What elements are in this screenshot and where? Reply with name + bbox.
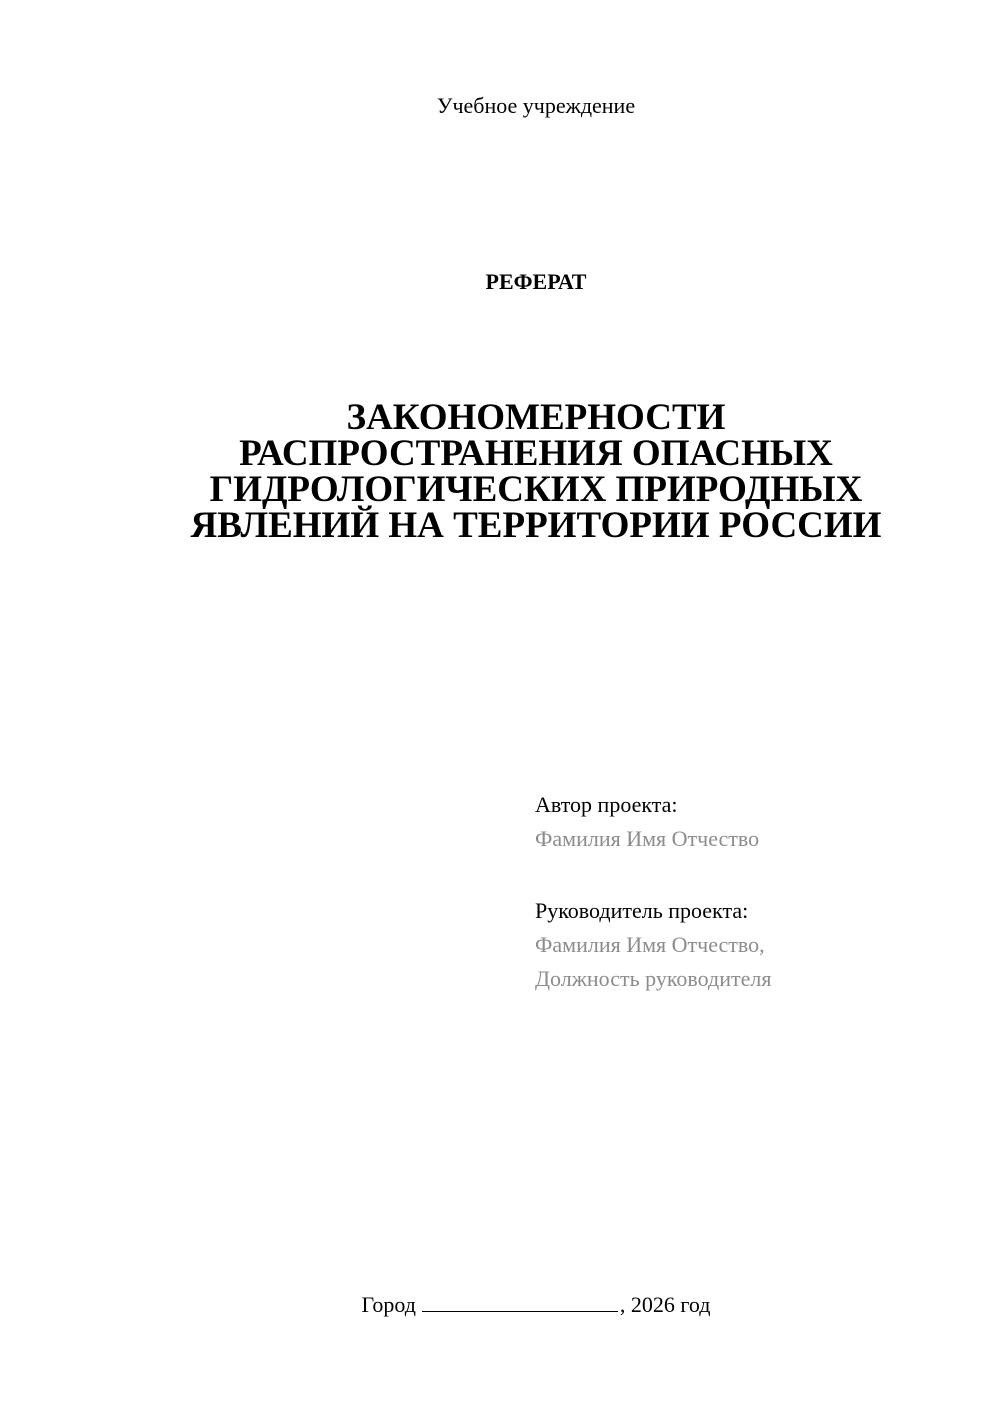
title-line-2: РАСПРОСТРАНЕНИЯ ОПАСНЫХ — [239, 433, 833, 474]
title-line-4: ЯВЛЕНИЙ НА ТЕРРИТОРИИ РОССИИ — [190, 505, 882, 546]
title-line-3: ГИДРОЛОГИЧЕСКИХ ПРИРОДНЫХ — [209, 469, 863, 510]
document-title — [120, 397, 952, 546]
institution-name: Учебное учреждение — [436, 93, 636, 118]
city-label: Город — [361, 1292, 416, 1317]
author-label: Автор проекта: — [535, 792, 678, 817]
supervisor-block — [535, 894, 975, 996]
author-block — [535, 788, 975, 856]
year-text: , 2026 год — [619, 1292, 711, 1317]
supervisor-position: Должность руководителя — [535, 966, 772, 991]
footer-city-year — [0, 1290, 1000, 1320]
supervisor-label: Руководитель проекта: — [535, 898, 749, 923]
title-line-1: ЗАКОНОМЕРНОСТИ — [346, 397, 726, 438]
document-type: РЕФЕРАТ — [485, 269, 587, 294]
author-name: Фамилия Имя Отчество — [535, 826, 760, 851]
city-blank-line — [422, 1291, 618, 1312]
supervisor-name: Фамилия Имя Отчество, — [535, 932, 765, 957]
